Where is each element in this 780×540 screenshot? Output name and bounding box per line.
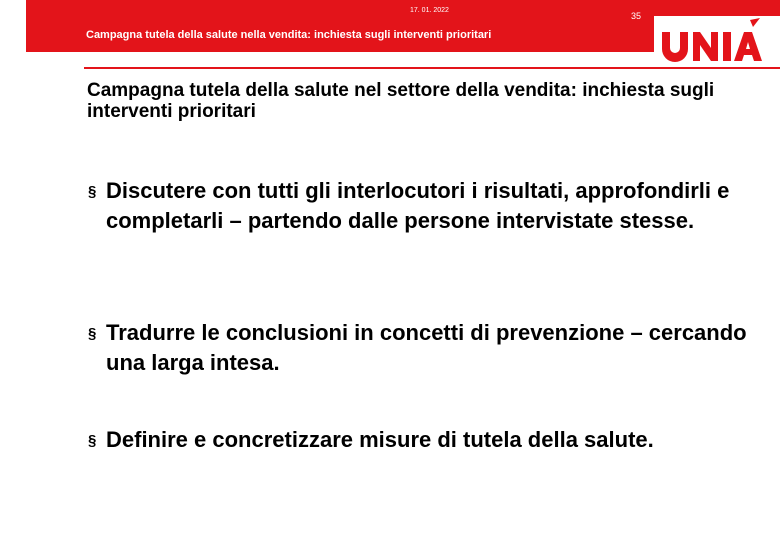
header-subtitle: Campagna tutela della salute nella vendita: inchiesta sugli interventi prioritari [86, 29, 492, 41]
bullet-item [88, 318, 778, 377]
page-number: 35 [631, 11, 642, 21]
slide-title: Campagna tutela della salute nel settore della vendita: inchiesta sugli interventi prioritari [87, 80, 715, 122]
bullet-text: Definire e concretizzare misure di tutela della salute. [106, 427, 654, 452]
bullet-text: Discutere con tutti gli interlocutori i risultati, approfondirli e completarli – partendo dalle persone intervistate stesse. [106, 178, 730, 233]
bullet-marker: § [88, 325, 97, 342]
bullet-text: Tradurre le conclusioni in concetti di prevenzione – cercando una larga intesa. [106, 320, 747, 375]
bullet-marker: § [88, 432, 97, 449]
bullet-marker: § [88, 183, 97, 200]
bullet-item [88, 425, 778, 455]
bullet-item [88, 176, 778, 235]
header-date: 17. 01. 2022 [410, 7, 449, 14]
